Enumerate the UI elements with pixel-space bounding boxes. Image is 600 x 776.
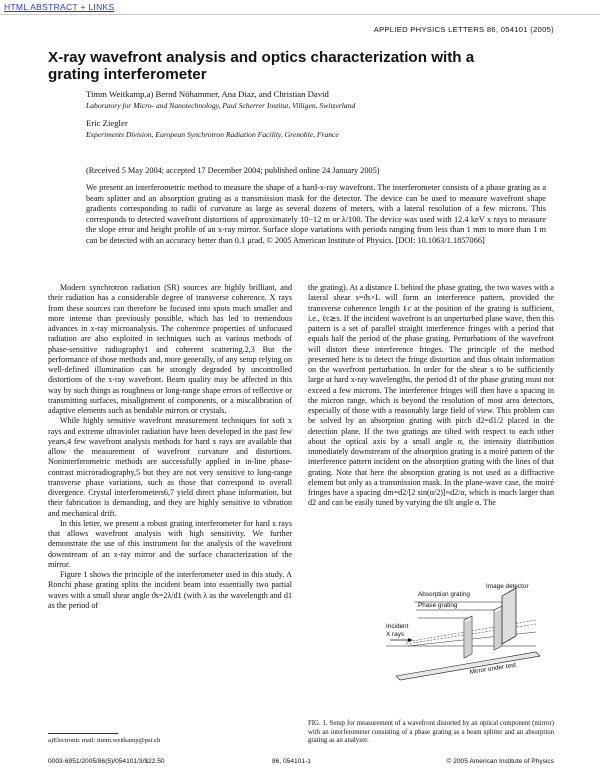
figure-caption: FIG. 1. Setup for measurement of a wavefront distorted by an optical component (mirror) with an interferometer consisting of a phase grating as a beam splitter and an absorption grating as an analyzer. bbox=[308, 720, 554, 745]
abstract: We present an interferometric method to measure the shape of a hard-x-ray wavefront. The interferometer consists of a phase grating as a beam splitter and an absorption grating as a transmission mask for the detector. The device can be used to measure wavefront shape gradients corresponding to radii of curvature as large as several dozens of meters, with a lateral resolution of a few microns. This corresponds to detected wavefront distortions of approximately 10−12 m or λ/100. The device was used with 12.4 keV x rays to measure the slope error and height profile of an x-ray mirror. Surface slope variations with periods ranging from less than 1 mm to more than 1 m can be detected with an accuracy better than 0.1 μrad. © 2005 American Institute of Physics. [DOI: 10.1063/1.1857066] bbox=[86, 183, 546, 245]
label-phase-grating: Phase grating bbox=[418, 602, 458, 609]
html-abstract-links[interactable]: HTML ABSTRACT + LINKS bbox=[4, 2, 115, 12]
label-x-rays: X rays bbox=[386, 631, 405, 638]
authors-secondary: Eric Ziegler bbox=[86, 118, 128, 128]
footer-copyright: © 2005 American Institute of Physics bbox=[446, 758, 554, 765]
body-column-right bbox=[308, 283, 554, 509]
label-image-detector: Image detector bbox=[486, 583, 529, 590]
paragraph: Figure 1 shows the principle of the interferometer used in this study. A Ronchi phase grating splits the incident beam into essentially two partial waves with a small shear angle ϑs=2λ/d1 (with λ as the wavelength and d1 as the period of bbox=[48, 570, 292, 610]
footnote: a)Electronic mail: timm.weitkamp@psi.ch bbox=[48, 737, 161, 744]
paragraph: Modern synchrotron radiation (SR) sources are highly brilliant, and their radiation has a considerable degree of transverse coherence. X rays from these sources can therefore be focused into spots much smaller and more intense than previously possible, which has led to tremendous advances in x-ray microanalysis. The coherence properties of unfocused radiation are also exploited in techniques such as various methods of phase-sensitive radiography1 and coherent scattering.2,3 But the performance of those methods and, more generally, of any setup relying on well-defined illumination can be strongly degraded by uncontrolled distortions of the x-ray wavefront. Beam quality may be affected in this way by such things as roughness or long-range shape errors of reflective or transmitting surfaces, misalignment of components, or a miscalibration of adaptive elements such as bendable mirrors or crystals. bbox=[48, 283, 292, 415]
label-incident: Incident bbox=[386, 623, 409, 630]
label-mirror: Mirror under test bbox=[469, 661, 517, 676]
paragraph: In this letter, we present a robust grating interferometer for hard x rays that allows wavefront analysis with high sensitivity. We further demonstrate the use of this instrument for the analysis of the wavefront downstream of an x-ray mirror and the surface characterization of the mirror. bbox=[48, 518, 292, 569]
paragraph: the grating). At a distance L behind the phase grating, the two waves with a lateral shear s=ϑs×L will form an interference pattern, provided the transverse coherence length ℓc at the position of the grating is sufficient, i.e., ℓc≳s. If the incident wavefront is an unperturbed plane wave, then this pattern is a set of parallel straight interference fringes with a period that equals half the period of the phase grating. Perturbations of the wavefront will distort these interference fringes. The principle of the method presented here is to detect the fringe distortion and thus obtain information on the wavefront perturbation. In order for the shear s to be sufficiently large at hard x-ray wavelengths, the period d1 of the phase grating must not exceed a few microns. The interference fringes will then have a spacing in the micron range, which is beyond the resolution of most area detectors, especially of those with a reasonably large field of view. This problem can be solved by an absorption grating with pitch d2=d1/2 placed in the detection plane. If the two gratings are tilted with respect to each other about the optical axis by a small angle α, the intensity distribution immediately downstream of the absorption grating is a moiré pattern of the interference pattern incident on the absorption grating with the lines of that grating. Note that here the absorption grating is not used as a diffractive element but only as a transmission mask. In the plane-wave case, the moiré fringes have a spacing dm=d2/[2 sin(α/2)]≈d2/α, which is much larger than d2 and can be easily tuned by varying the tilt angle α. The bbox=[308, 283, 554, 508]
affiliation-secondary: Experiments Division, European Synchrotron Radiation Facility, Grenoble, France bbox=[86, 130, 339, 139]
image-detector-shape bbox=[502, 588, 516, 644]
authors-primary: Timm Weitkamp,a) Bernd Nöhammer, Ana Diaz, and Christian David bbox=[86, 89, 329, 99]
footnote-divider bbox=[48, 733, 118, 734]
affiliation-primary: Laboratory for Micro- and Nanotechnology, Paul Scherrer Institut, Villigen, Switzerland bbox=[86, 101, 356, 110]
paragraph: While highly sensitive wavefront measurement techniques for soft x rays and extreme ultraviolet radiation have been developed in the past few years,4 few wavefront analysis methods for hard x rays are available that allow the measurement of wavefront curvature and distortions. Noninterferometric methods are successfully applied in in-line phase-contrast microradiography,5 but they are not very sensitive to long-range transverse phase variations, such as those that correspond to overall divergence. Crystal interferometers6,7 yield direct phase information, but their fabrication is demanding, and they are highly sensitive to vibration and mechanical drift. bbox=[48, 416, 292, 518]
figure-1-setup-diagram bbox=[386, 580, 558, 688]
paper-title: X-ray wavefront analysis and optics characterization with a grating interferometer bbox=[48, 49, 475, 83]
footer-page-number: 86, 054101-1 bbox=[272, 758, 311, 765]
footer-issn: 0003-6951/2005/86(5)/054101/3/$22.50 bbox=[48, 758, 165, 765]
body-column-left bbox=[48, 283, 292, 611]
label-absorption-grating: Absorption grating bbox=[418, 591, 470, 598]
journal-header: APPLIED PHYSICS LETTERS 86, 054101 (2005) bbox=[373, 25, 554, 34]
received-dates: (Received 5 May 2004; accepted 17 December 2004; published online 24 January 2005) bbox=[86, 166, 380, 175]
top-bar bbox=[0, 0, 600, 15]
